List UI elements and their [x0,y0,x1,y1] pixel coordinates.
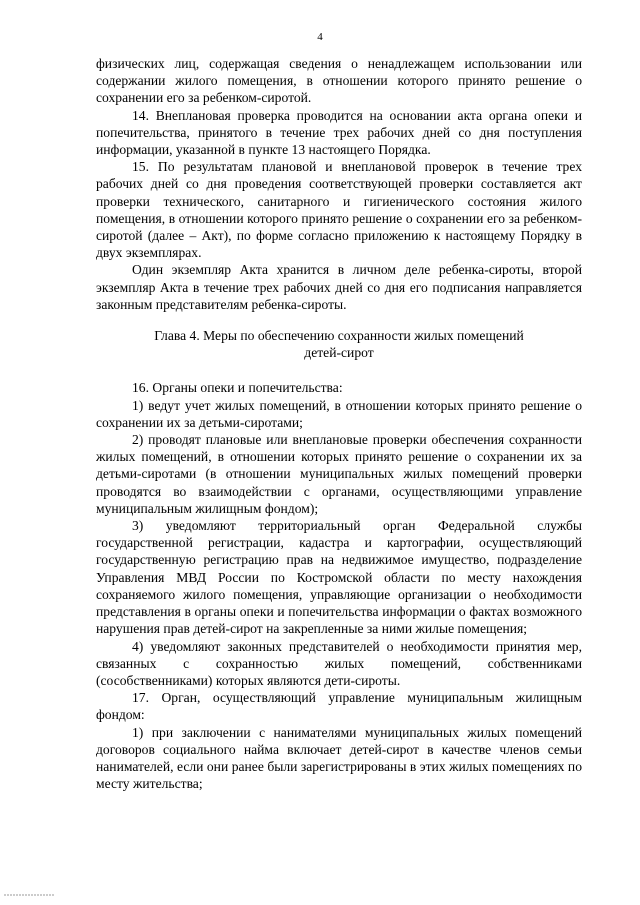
paragraph: 2) проводят плановые или внеплановые проверки обеспечения сохранности жилых помещений, в отношении которых принято решение о сохранении их за детьми-сиротами (в отношении муниципальных жилых помещений проверки проводятся во взаимодействии с органами, осуществляющими управление муниципальным жилищным фондом); [96,432,582,516]
section-before-heading [96,55,582,313]
chapter-heading [96,327,582,361]
paragraph: 17. Орган, осуществляющий управление муниципальным жилищным фондом: [96,690,582,723]
document-body [96,55,582,792]
paragraph: 3) уведомляют территориальный орган Федеральной службы государственной регистрации, кадастра и картографии, осуществляющий государственную регистрацию прав на недвижимое имущество, подразделение Управления МВД России по Костромской области по месту нахождения сохраняемого жилого помещения, управляющие организации о необходимости представления в органы опеки и попечительства информации о фактах возможного нарушения прав детей-сирот на закрепленные за ними жилые помещения; [96,518,582,637]
page-number: 4 [317,31,323,43]
paragraph: 1) ведут учет жилых помещений, в отношении которых принято решение о сохранении их за детьми-сиротами; [96,397,582,430]
chapter-heading-line1: Глава 4. Меры по обеспечению сохранности жилых помещений [154,328,524,344]
paragraph: Один экземпляр Акта хранится в личном деле ребенка-сироты, второй экземпляр Акта в течение трех рабочих дней со дня его подписания направляется законным представителям ребенка-сироты. [96,262,582,312]
paragraph: 15. По результатам плановой и внеплановой проверок в течение трех рабочих дней со дня проведения соответствующей проверки составляется акт проверки технического, санитарного и гигиенического состояния жилого помещения, в отношении которого принято решение о сохранении его за ребенком-сиротой (далее – Акт), по форме согласно приложению к настоящему Порядку в двух экземплярах. [96,159,582,261]
paragraph: 1) при заключении с нанимателями муниципальных жилых помещений договоров социального найма включает детей-сирот в качестве членов семьи нанимателей, если они ранее были зарегистрированы в этих жилых помещениях по месту жительства; [96,724,582,792]
paragraph: 4) уведомляют законных представителей о необходимости принятия мер, связанных с сохранностью жилых помещений, собственниками (сособственниками) которых являются дети-сироты. [96,638,582,688]
paragraph: физических лиц, содержащая сведения о ненадлежащем использовании или содержании жилого помещения, в отношении которого принято решение о сохранении его за ребенком-сиротой. [96,56,582,106]
paragraph: 14. Внеплановая проверка проводится на основании акта органа опеки и попечительства, принятого в течение трех рабочих дней со дня поступления информации, указанной в пункте 13 настоящего Порядка. [96,107,582,158]
footer-scan-mark [4,893,54,897]
paragraph: 16. Органы опеки и попечительства: [132,380,343,396]
chapter-heading-line2: детей-сирот [304,345,374,361]
section-after-heading [96,379,582,792]
